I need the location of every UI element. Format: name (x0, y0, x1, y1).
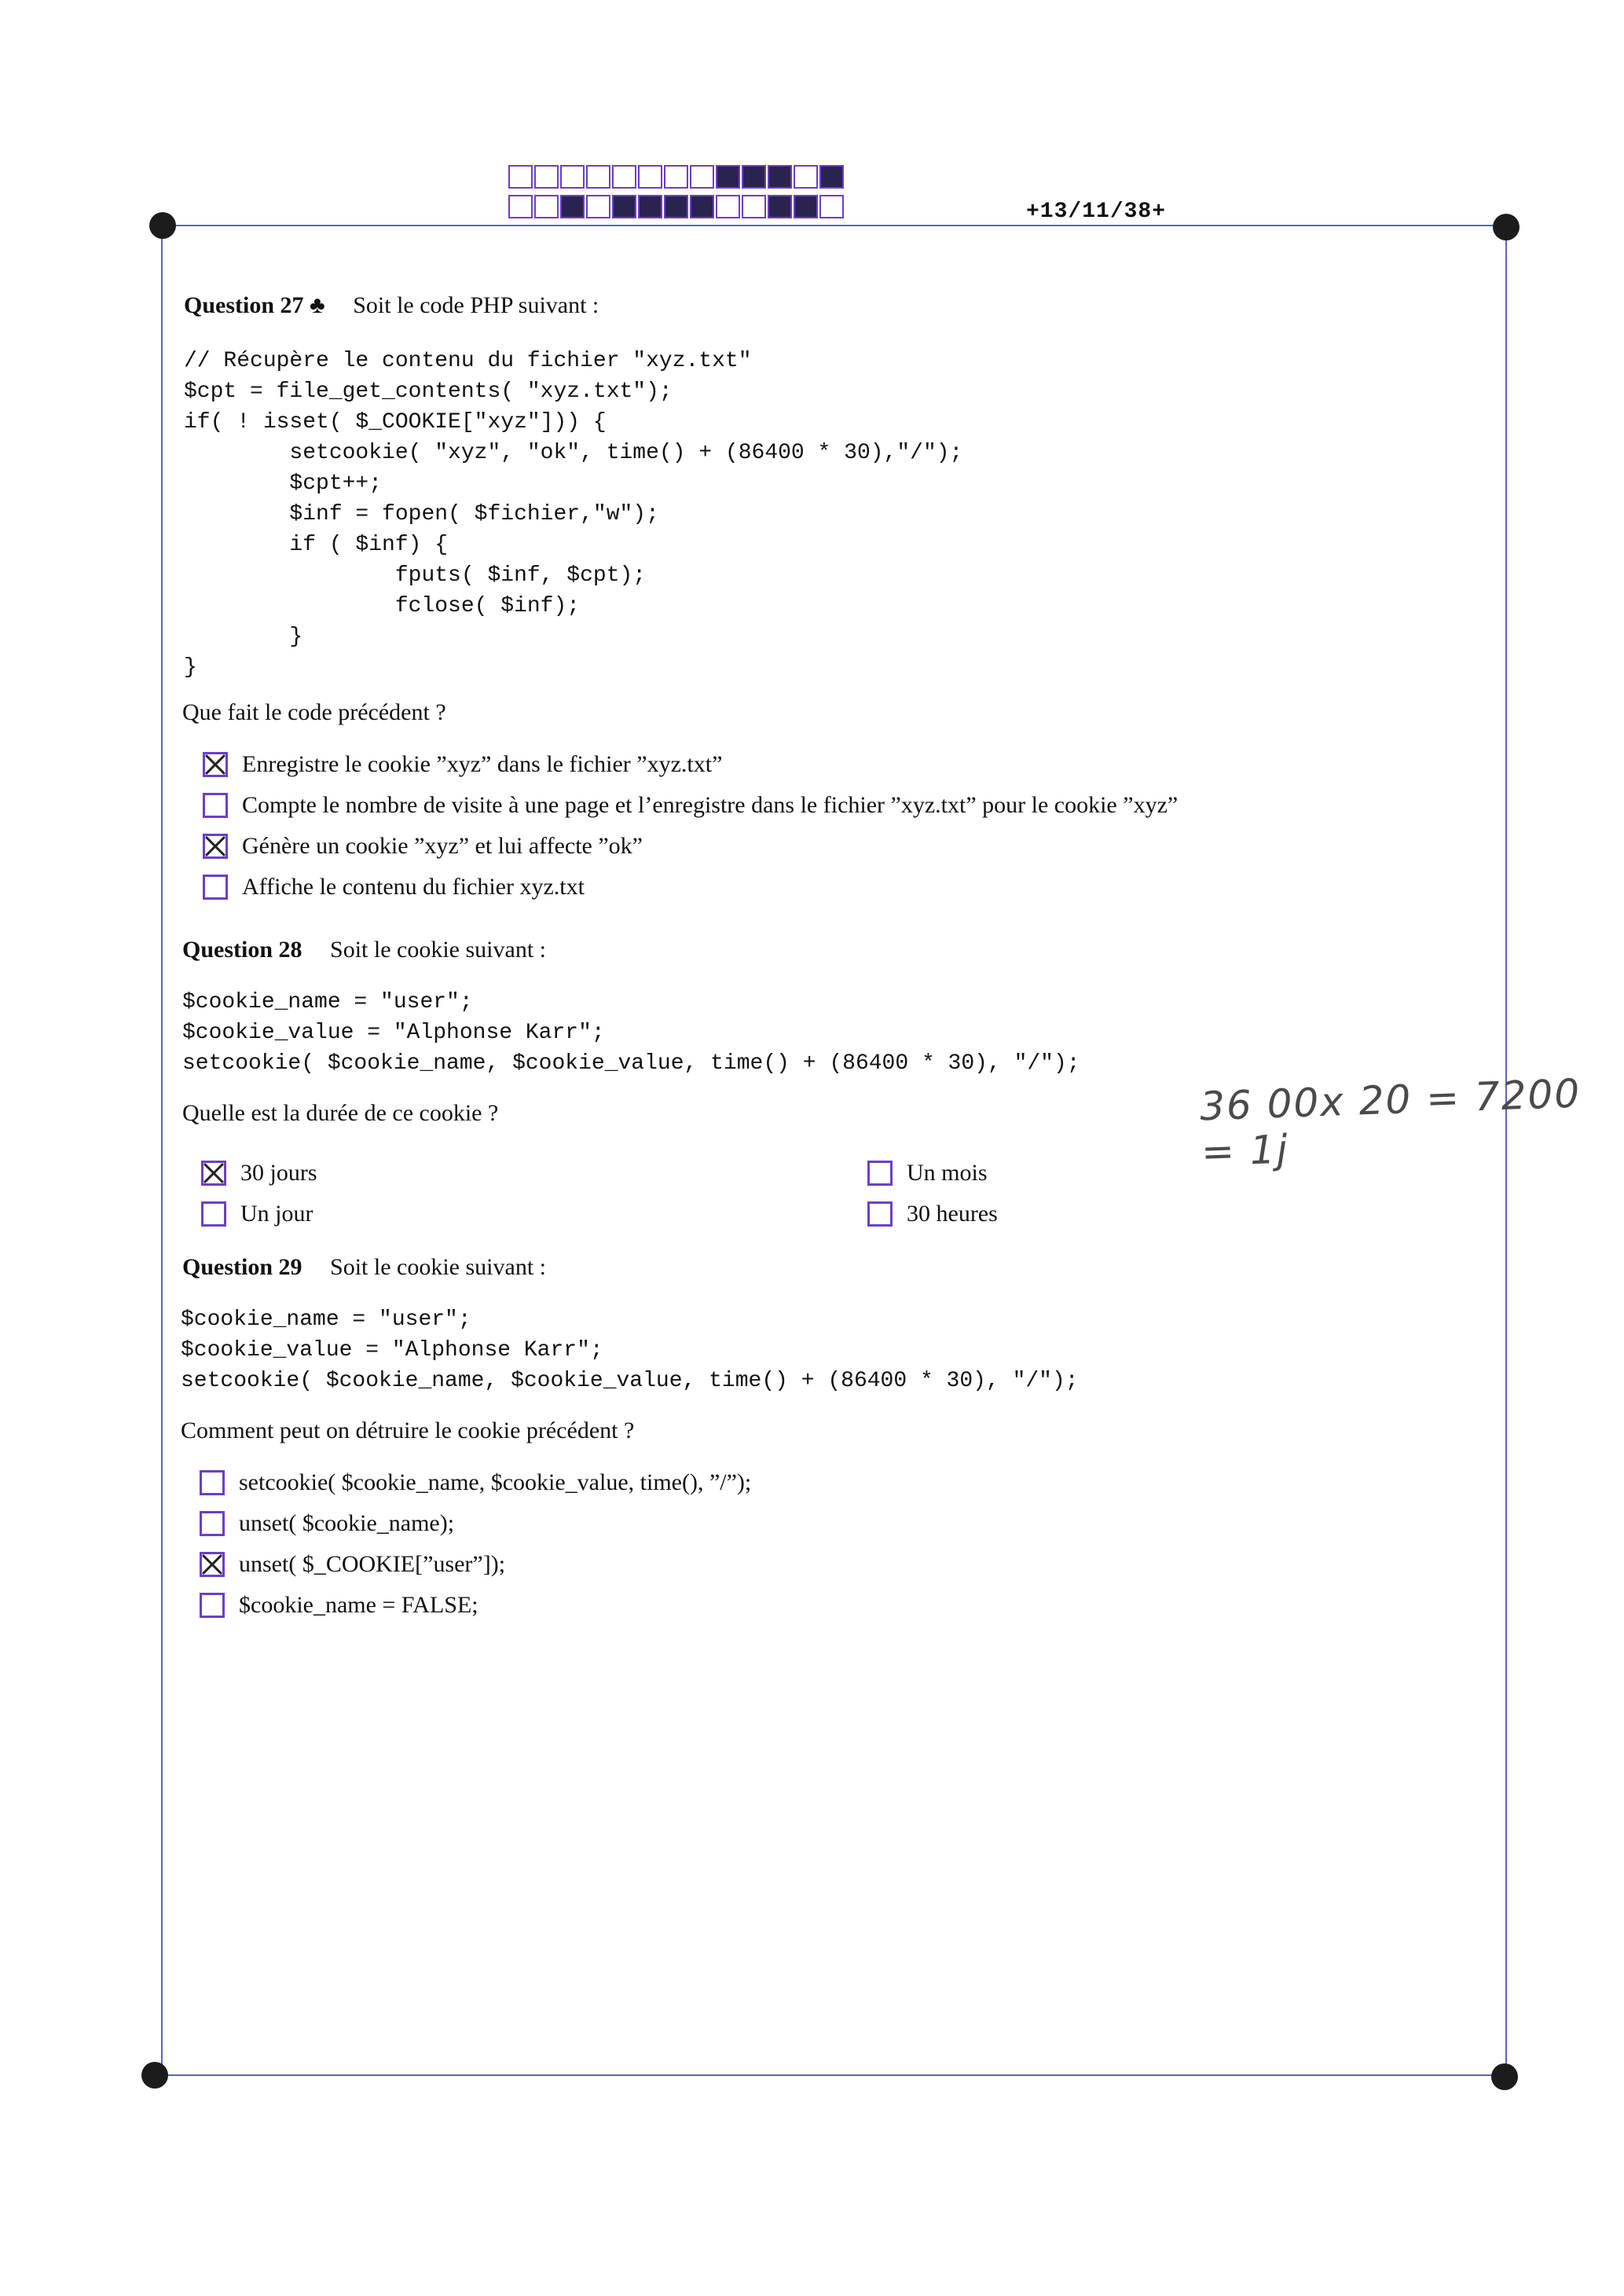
question-28-title: Question 28 (182, 937, 302, 963)
q29-choice-3[interactable] (200, 1551, 505, 1578)
q28-choice-2-label: Un jour (240, 1201, 313, 1227)
q27-checkbox-2[interactable] (203, 793, 228, 818)
barcode-row-2 (508, 195, 844, 218)
barcode-cell (742, 195, 766, 218)
q28-choice-3-label: Un mois (907, 1160, 988, 1186)
q29-choice-4[interactable] (200, 1592, 478, 1619)
q28-choice-2[interactable] (201, 1201, 313, 1227)
question-27-code: // Récupère le contenu du fichier "xyz.txt" $cpt = file_get_contents( "xyz.txt"); if( ! isset( $_COOKIE["xyz"])) { setcookie( "xyz", "ok", time() + (86400 * 30),"/"); $cpt++; $inf = fopen( $fichier,"w"); if ( $inf) { fputs( $inf, $cpt); fclose( $inf); } } (184, 349, 963, 680)
question-29-title: Question 29 (182, 1254, 302, 1280)
question-28-text: Quelle est la durée de ce cookie ? (182, 1100, 499, 1126)
barcode-cell (612, 165, 636, 189)
corner-marker-top-left (149, 212, 176, 239)
question-28-prompt: Soit le cookie suivant : (330, 937, 546, 963)
q28-choice-3[interactable] (867, 1160, 988, 1187)
barcode-cell (638, 195, 662, 218)
q27-checkbox-1[interactable] (203, 752, 228, 777)
barcode-cell (768, 165, 792, 189)
q28-checkbox-1[interactable] (201, 1161, 226, 1186)
q28-choice-1[interactable] (201, 1160, 317, 1187)
q28-choice-4[interactable] (867, 1201, 998, 1227)
question-27-heading (184, 292, 599, 319)
question-29-code: $cookie_name = "user"; $cookie_value = "Alphonse Karr"; setcookie( $cookie_name, $cookie_value, time() + (86400 * 30), "/"); (181, 1308, 1079, 1393)
corner-marker-bottom-right (1491, 2063, 1518, 2090)
barcode-cell (664, 165, 688, 189)
question-29-heading (182, 1254, 546, 1281)
q29-choice-2-label: unset( $cookie_name); (239, 1510, 455, 1536)
page-id: +13/11/38+ (1026, 200, 1167, 224)
barcode-cell (534, 165, 559, 189)
q29-choice-1[interactable] (200, 1469, 751, 1496)
club-icon: ♣ (310, 292, 325, 318)
q27-choice-1-label: Enregistre le cookie ”xyz” dans le fichier ”xyz.txt” (242, 751, 723, 777)
q29-choice-2[interactable] (200, 1510, 454, 1537)
barcode-cell (612, 195, 636, 218)
barcode-cell (508, 165, 533, 189)
barcode-row-1 (508, 165, 844, 189)
q28-choice-4-label: 30 heures (907, 1201, 998, 1227)
q27-choice-3[interactable] (203, 833, 643, 860)
barcode-cell (534, 195, 559, 218)
q27-choice-1[interactable] (203, 751, 722, 778)
q28-checkbox-3[interactable] (867, 1161, 893, 1186)
barcode-cell (664, 195, 688, 218)
q29-checkbox-2[interactable] (200, 1511, 225, 1536)
frame-bottom (154, 2074, 1505, 2076)
q29-choice-4-label: $cookie_name = FALSE; (239, 1592, 478, 1618)
barcode-cell (560, 165, 585, 189)
barcode-cell (560, 195, 585, 218)
question-27-title: Question 27 (184, 292, 304, 318)
q29-choice-1-label: setcookie( $cookie_name, $cookie_value, time(), ”/”); (239, 1469, 752, 1495)
q27-checkbox-3[interactable] (203, 834, 228, 859)
q28-checkbox-2[interactable] (201, 1201, 226, 1227)
barcode-cell (586, 165, 610, 189)
q29-checkbox-3[interactable] (200, 1552, 225, 1577)
q27-checkbox-4[interactable] (203, 875, 228, 900)
barcode-cell (742, 165, 766, 189)
barcode-cell (819, 195, 844, 218)
q29-checkbox-1[interactable] (200, 1470, 225, 1495)
q28-choice-1-label: 30 jours (240, 1160, 317, 1186)
frame-top (162, 225, 1507, 226)
handwritten-annotation: 36 00x 20 = 7200 = 1j (1199, 1070, 1582, 1176)
q27-choice-2-label: Compte le nombre de visite à une page et l’enregistre dans le fichier ”xyz.txt” pour le cookie ”xyz” (242, 792, 1179, 818)
q27-choice-2[interactable] (203, 792, 1178, 819)
barcode-cell (716, 195, 740, 218)
question-27-prompt: Soit le code PHP suivant : (353, 292, 599, 318)
barcode-cell (794, 195, 818, 218)
question-28-heading (182, 937, 546, 963)
barcode-cell (768, 195, 792, 218)
barcode-cell (638, 165, 662, 189)
frame-left (161, 225, 163, 2074)
barcode-cell (690, 195, 714, 218)
barcode-cell (508, 195, 533, 218)
question-29-prompt: Soit le cookie suivant : (330, 1254, 546, 1280)
barcode-cell (586, 195, 610, 218)
barcode-cell (716, 165, 740, 189)
q28-checkbox-4[interactable] (867, 1201, 893, 1227)
q27-choice-4-label: Affiche le contenu du fichier xyz.txt (242, 874, 585, 900)
barcode-cell (794, 165, 818, 189)
q27-choice-4[interactable] (203, 874, 585, 900)
q29-checkbox-4[interactable] (200, 1593, 225, 1618)
q27-choice-3-label: Génère un cookie ”xyz” et lui affecte ”ok” (242, 833, 643, 859)
corner-marker-top-right (1493, 214, 1520, 240)
question-28-code: $cookie_name = "user"; $cookie_value = "Alphonse Karr"; setcookie( $cookie_name, $cookie_value, time() + (86400 * 30), "/"); (182, 990, 1080, 1076)
corner-marker-bottom-left (141, 2062, 168, 2089)
question-27-text: Que fait le code précédent ? (182, 699, 446, 725)
question-29-text: Comment peut on détruire le cookie précédent ? (181, 1418, 635, 1443)
q29-choice-3-label: unset( $_COOKIE[”user”]); (239, 1551, 506, 1577)
barcode-cell (690, 165, 714, 189)
barcode-cell (819, 165, 844, 189)
